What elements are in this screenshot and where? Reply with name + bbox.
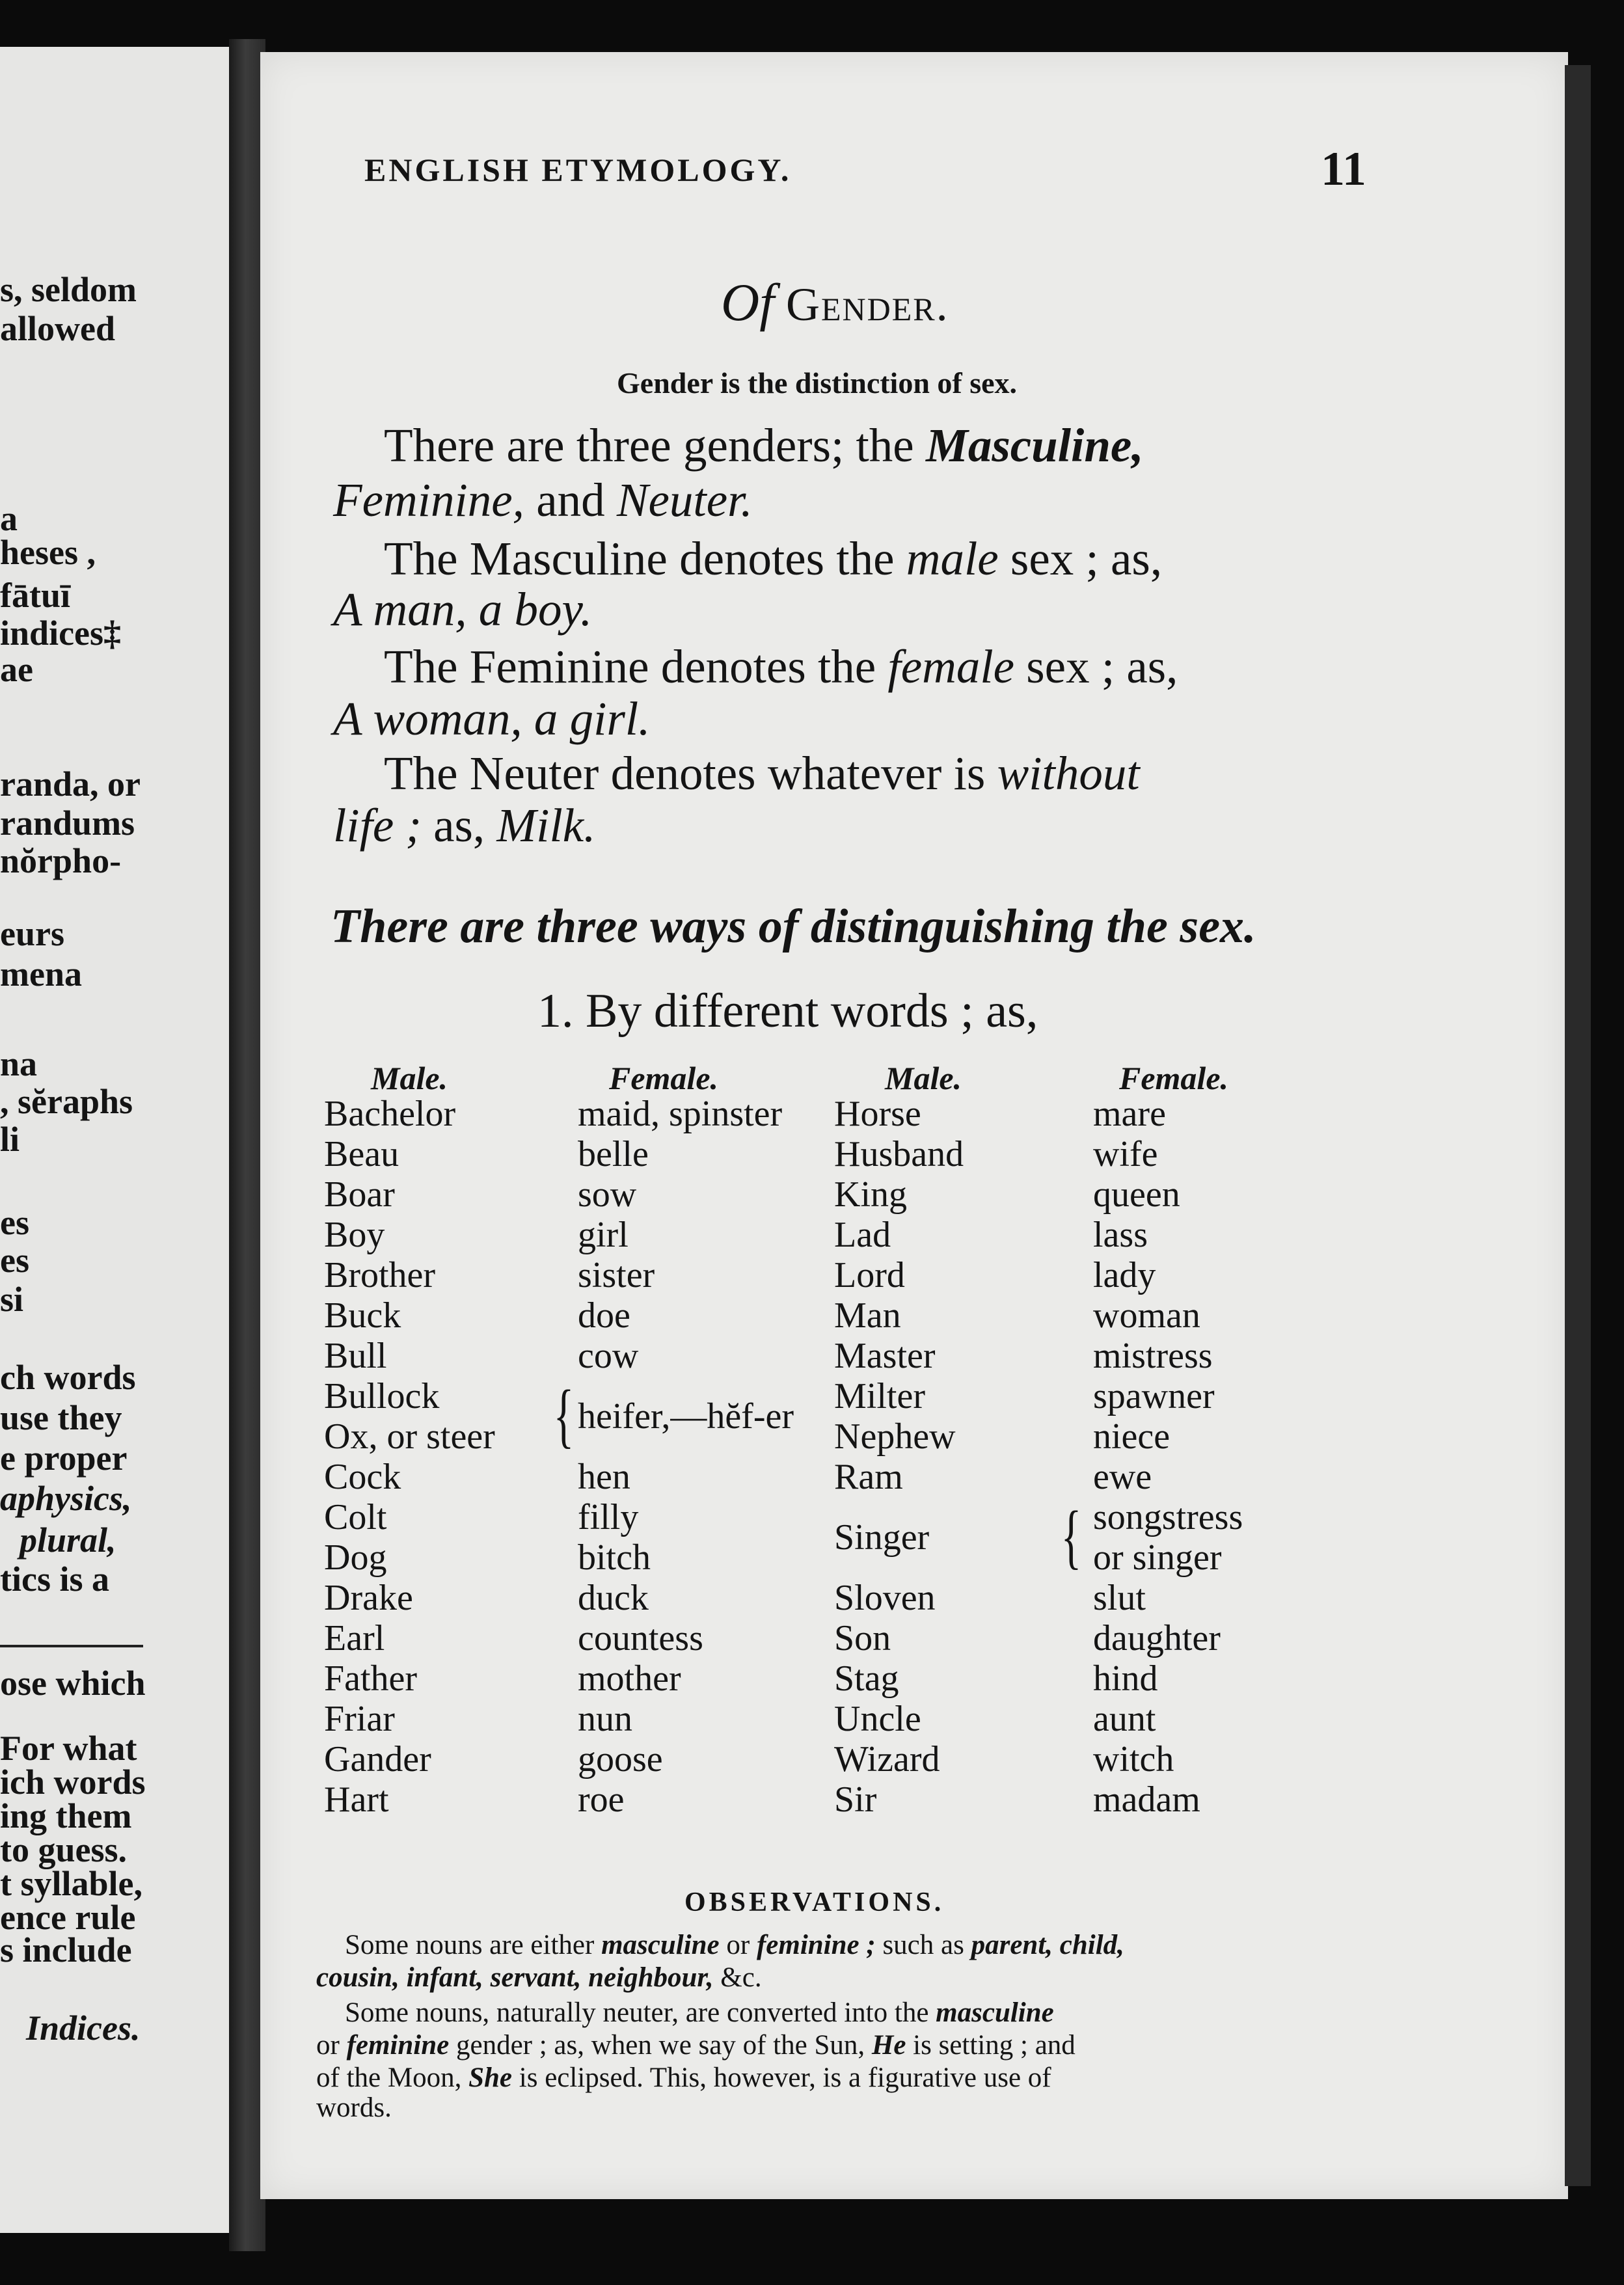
- left-page-text-fragment: use they: [0, 1398, 122, 1437]
- left-page-text-fragment: s include: [0, 1930, 132, 1969]
- female-word: goose: [578, 1739, 663, 1779]
- text: gender ; as, when we say of the Sun,: [449, 2030, 872, 2061]
- text: or: [719, 1930, 757, 1960]
- section-title-of: Of: [721, 273, 774, 332]
- paragraph-3-line-1: [384, 640, 1178, 693]
- paragraph-3-example: [333, 692, 651, 745]
- female-word: heifer,—hĕf-er: [578, 1396, 794, 1437]
- female-word: sister: [578, 1255, 655, 1295]
- male-word: Lord: [834, 1255, 905, 1295]
- text: of the Moon,: [316, 2062, 469, 2093]
- paragraph-2-example: [333, 583, 593, 636]
- female-word: aunt: [1093, 1699, 1156, 1739]
- term: masculine: [601, 1930, 720, 1960]
- female-word: countess: [578, 1618, 703, 1658]
- method-1-heading: 1. By different words ; as,: [537, 984, 1038, 1038]
- term-without: without: [997, 747, 1140, 800]
- female-word: daughter: [1093, 1618, 1221, 1658]
- left-page-text-fragment: allowed: [0, 309, 116, 348]
- example: A woman, a girl.: [333, 692, 651, 745]
- text: &c.: [713, 1962, 762, 1993]
- term-male: male: [906, 532, 999, 585]
- text: sex ; as,: [1014, 640, 1178, 693]
- female-word: maid, spinster: [578, 1094, 783, 1134]
- female-word: slut: [1093, 1578, 1146, 1618]
- female-word: mistress: [1093, 1336, 1213, 1376]
- section-title: [721, 272, 949, 333]
- female-word: roe: [578, 1779, 625, 1820]
- male-word: King: [834, 1174, 907, 1215]
- observation-2-line-1: [345, 1999, 1054, 2027]
- male-word: Master: [834, 1336, 936, 1376]
- left-page-text-fragment: plural,: [20, 1521, 116, 1560]
- left-page-text-fragment: , sĕraphs: [0, 1082, 133, 1121]
- female-word: niece: [1093, 1416, 1171, 1457]
- male-word: Sloven: [834, 1578, 936, 1618]
- observation-2-line-3: [316, 2064, 1051, 2092]
- observation-2-line-4: words.: [316, 2092, 392, 2123]
- female-word: ewe: [1093, 1457, 1152, 1497]
- observation-2-line-2: [316, 2031, 1076, 2059]
- term: He: [871, 2030, 906, 2061]
- examples: parent, child,: [971, 1930, 1124, 1960]
- left-page-text-fragment: Indices.: [26, 2008, 141, 2048]
- text: The Masculine denotes the: [384, 532, 906, 585]
- observation-1-line-2: [316, 1964, 762, 1992]
- male-word: Colt: [324, 1497, 387, 1537]
- left-page-text-fragment: s, seldom: [0, 270, 137, 309]
- text: The Feminine denotes the: [384, 640, 888, 693]
- male-word: Ox, or steer: [324, 1416, 495, 1457]
- female-word: witch: [1093, 1739, 1174, 1779]
- left-page-text-fragment: t syllable,: [0, 1864, 143, 1903]
- page-edge: [1565, 65, 1591, 2186]
- male-word: Ram: [834, 1457, 903, 1497]
- left-page-text-fragment: mena: [0, 954, 82, 994]
- male-word: Drake: [324, 1578, 413, 1618]
- left-page-text-fragment: randa, or: [0, 764, 141, 804]
- section-title-text: Gender.: [786, 278, 949, 331]
- female-word: mother: [578, 1658, 681, 1699]
- female-word: girl: [578, 1215, 629, 1255]
- female-word: hen: [578, 1457, 630, 1497]
- left-page-text-fragment: ae: [0, 650, 33, 689]
- term-female: female: [887, 640, 1015, 693]
- left-page-text-fragment: ch words: [0, 1358, 136, 1397]
- male-word: Horse: [834, 1094, 921, 1134]
- male-word: Singer: [834, 1517, 930, 1558]
- female-word: nun: [578, 1699, 632, 1739]
- male-word: Bullock: [324, 1376, 440, 1416]
- observations-title: OBSERVATIONS.: [684, 1887, 945, 1917]
- female-word: songstress: [1093, 1497, 1243, 1537]
- left-page-text-fragment: nŏrpho-: [0, 841, 122, 880]
- term-neuter: Neuter.: [616, 474, 753, 526]
- left-page-text-fragment: randums: [0, 804, 135, 843]
- male-word: Brother: [324, 1255, 436, 1295]
- female-word: madam: [1093, 1779, 1200, 1820]
- term-life: life ;: [333, 799, 422, 852]
- male-word: Father: [324, 1658, 418, 1699]
- gender-definition: Gender is the distinction of sex.: [617, 366, 1018, 399]
- left-page-text-fragment: na: [0, 1044, 38, 1083]
- female-word: bitch: [578, 1537, 651, 1578]
- male-word: Bachelor: [324, 1094, 456, 1134]
- left-page-text-fragment: to guess.: [0, 1830, 128, 1869]
- term: feminine ;: [756, 1930, 876, 1960]
- term-feminine: Feminine,: [333, 474, 524, 526]
- male-word: Earl: [324, 1618, 385, 1658]
- male-word: Buck: [324, 1295, 401, 1336]
- observation-1-line-1: [345, 1931, 1124, 1959]
- left-page-text-fragment: a: [0, 499, 18, 538]
- female-word: queen: [1093, 1174, 1180, 1215]
- paragraph-1-line-2: [333, 476, 753, 524]
- text: sex ; as,: [998, 532, 1163, 585]
- male-word: Uncle: [834, 1699, 921, 1739]
- left-page-text-fragment: indices‡: [0, 614, 122, 653]
- term: She: [468, 2062, 513, 2093]
- previous-page-fragment: [0, 47, 229, 2233]
- female-word: belle: [578, 1134, 649, 1174]
- female-word: woman: [1093, 1295, 1200, 1336]
- text: or: [316, 2030, 347, 2061]
- male-word: Wizard: [834, 1739, 940, 1779]
- male-word: Boy: [324, 1215, 385, 1255]
- example: Milk.: [496, 799, 596, 852]
- left-page-text-fragment: es: [0, 1241, 29, 1280]
- term: masculine: [936, 1997, 1054, 2028]
- male-word: Hart: [324, 1779, 389, 1820]
- paragraph-4-line-2: [333, 799, 596, 852]
- column-header-female: Female.: [1119, 1060, 1229, 1096]
- female-word: filly: [578, 1497, 639, 1537]
- male-word: Gander: [324, 1739, 431, 1779]
- male-word: Dog: [324, 1537, 387, 1578]
- paragraph-2-line-1: [384, 532, 1163, 585]
- text: such as: [875, 1930, 971, 1960]
- left-page-text-fragment: ing them: [0, 1796, 132, 1835]
- page-number: 11: [1321, 142, 1366, 196]
- left-page-text-fragment: ence rule: [0, 1898, 136, 1937]
- left-page-rule: [0, 1645, 143, 1647]
- left-page-text-fragment: fātuī: [0, 576, 70, 615]
- female-word: wife: [1093, 1134, 1158, 1174]
- column-header-male: Male.: [371, 1060, 448, 1096]
- paragraph-1-line-1: [384, 419, 1144, 472]
- male-word: Man: [834, 1295, 901, 1336]
- brace: {: [1061, 1496, 1082, 1576]
- text: and: [524, 474, 617, 526]
- male-word: Stag: [834, 1658, 899, 1699]
- female-word: doe: [578, 1295, 630, 1336]
- female-word: spawner: [1093, 1376, 1215, 1416]
- male-word: Husband: [834, 1134, 964, 1174]
- left-page-text-fragment: tics is a: [0, 1560, 109, 1599]
- text: is eclipsed. This, however, is a figurative use of: [512, 2062, 1051, 2093]
- left-page-text-fragment: aphysics,: [0, 1479, 132, 1518]
- female-word: lady: [1093, 1255, 1156, 1295]
- text: There are three genders; the: [384, 419, 926, 472]
- male-word: Beau: [324, 1134, 399, 1174]
- female-word: sow: [578, 1174, 637, 1215]
- text: Some nouns, naturally neuter, are converted into the: [345, 1997, 936, 2028]
- female-word: cow: [578, 1336, 639, 1376]
- left-page-text-fragment: For what: [0, 1729, 137, 1768]
- male-word: Cock: [324, 1457, 401, 1497]
- female-word: mare: [1093, 1094, 1166, 1134]
- left-page-text-fragment: e proper: [0, 1439, 128, 1478]
- female-word: or singer: [1093, 1537, 1222, 1578]
- column-header-male: Male.: [885, 1060, 962, 1096]
- text: as,: [421, 799, 497, 852]
- female-word: hind: [1093, 1658, 1158, 1699]
- text: Some nouns are either: [345, 1930, 602, 1960]
- examples: cousin, infant, servant, neighbour,: [316, 1962, 714, 1993]
- female-word: duck: [578, 1578, 649, 1618]
- running-head: ENGLISH ETYMOLOGY.: [364, 152, 792, 188]
- paragraph-4-line-1: [384, 747, 1140, 800]
- example: A man, a boy.: [333, 583, 593, 636]
- female-word: lass: [1093, 1215, 1148, 1255]
- left-page-text-fragment: eurs: [0, 914, 64, 953]
- column-header-female: Female.: [609, 1060, 719, 1096]
- left-page-text-fragment: ich words: [0, 1763, 146, 1802]
- male-word: Friar: [324, 1699, 395, 1739]
- male-word: Sir: [834, 1779, 877, 1820]
- left-page-text-fragment: si: [0, 1280, 24, 1319]
- text: is setting ; and: [906, 2030, 1076, 2061]
- male-word: Bull: [324, 1336, 387, 1376]
- male-word: Son: [834, 1618, 891, 1658]
- term: feminine: [346, 2030, 450, 2061]
- male-word: Milter: [834, 1376, 925, 1416]
- male-word: Lad: [834, 1215, 891, 1255]
- term-masculine: Masculine,: [925, 419, 1144, 472]
- ways-heading: There are three ways of distinguishing the sex.: [331, 900, 1256, 953]
- left-page-text-fragment: ose which: [0, 1664, 146, 1703]
- male-word: Boar: [324, 1174, 395, 1215]
- left-page-text-fragment: heses ,: [0, 533, 96, 572]
- brace: {: [553, 1375, 575, 1455]
- text: The Neuter denotes whatever is: [384, 747, 997, 800]
- male-word: Nephew: [834, 1416, 956, 1457]
- left-page-text-fragment: li: [0, 1120, 20, 1159]
- left-page-text-fragment: es: [0, 1203, 29, 1242]
